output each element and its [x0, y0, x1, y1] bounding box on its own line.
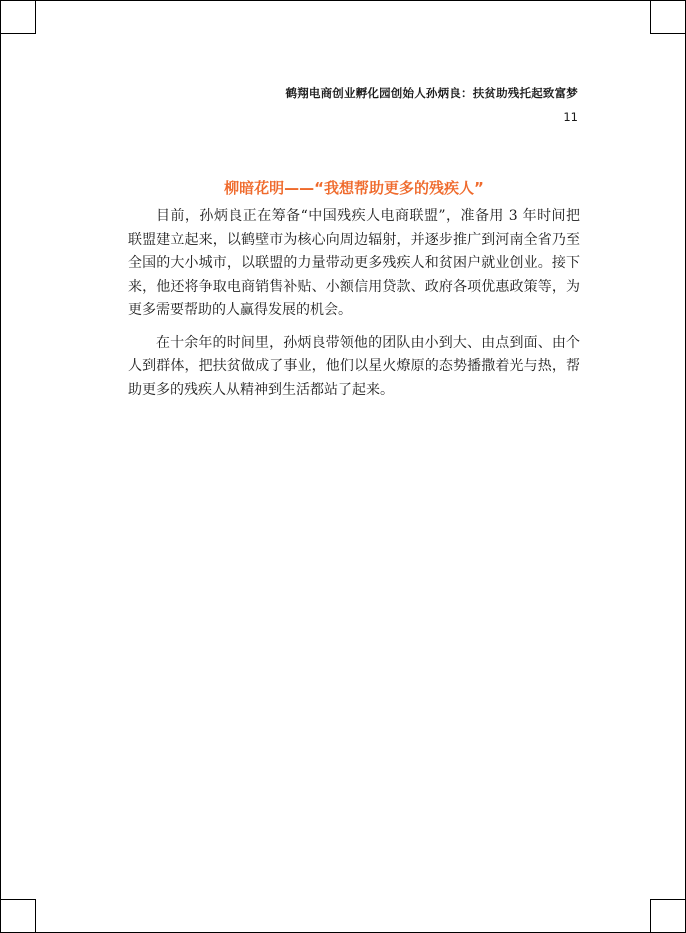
body-text	[128, 205, 580, 411]
section-title: 柳暗花明——“我想帮助更多的残疾人”	[224, 179, 484, 197]
crop-mark-top-right	[650, 0, 686, 34]
page-number: 11	[563, 110, 578, 124]
crop-mark-top-left	[0, 0, 36, 34]
crop-mark-bottom-left	[0, 899, 36, 933]
running-header-title: 鹤翔电商创业孵化园创始人孙炳良：扶贫助残托起致富梦	[285, 86, 578, 100]
paragraph: 目前，孙炳良正在筹备“中国残疾人电商联盟”，准备用 3 年时间把联盟建立起来，以鹤壁市为核心向周边辐射，并逐步推广到河南全省乃至全国的大小城市，以联盟的力量带动更多残疾人和贫困户就业创业。接下来，他还将争取电商销售补贴、小额信用贷款、政府各项优惠政策等，为更多需要帮助的人赢得发展的机会。	[128, 208, 580, 318]
paragraph: 在十余年的时间里，孙炳良带领他的团队由小到大、由点到面、由个人到群体，把扶贫做成了事业，他们以星火燎原的态势播撒着光与热，帮助更多的残疾人从精神到生活都站了起来。	[128, 334, 580, 398]
crop-mark-bottom-right	[650, 899, 686, 933]
